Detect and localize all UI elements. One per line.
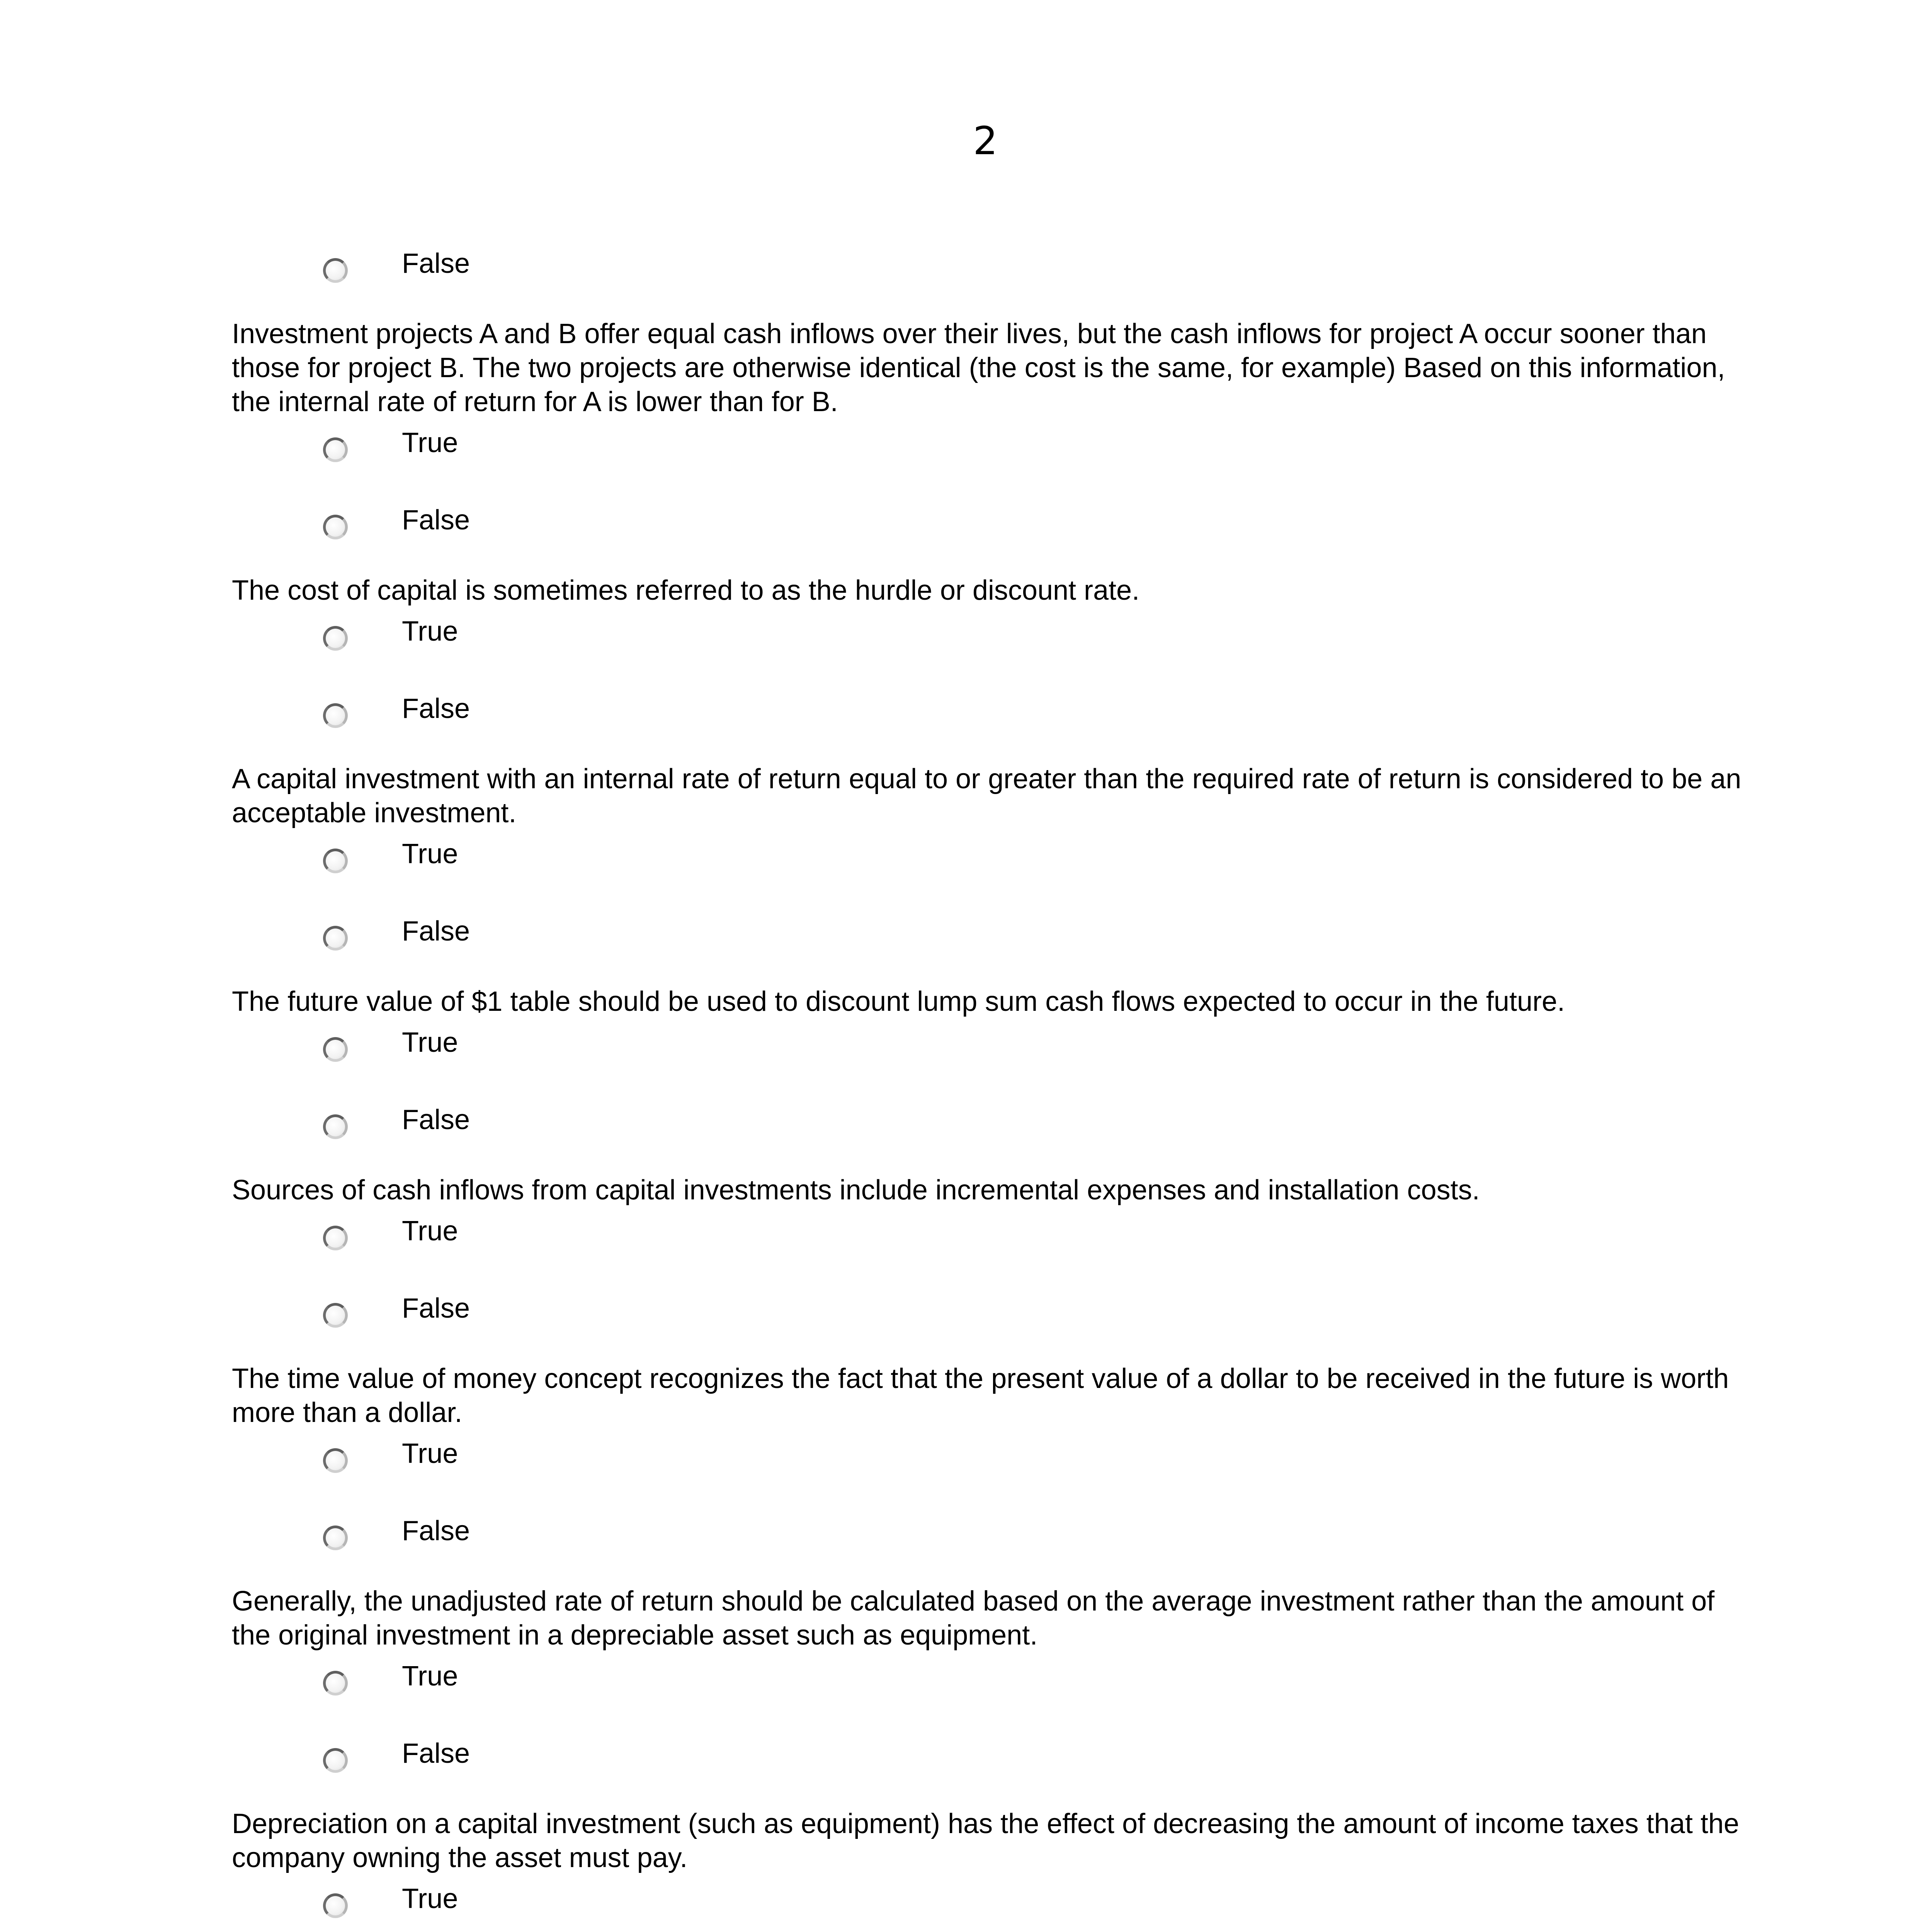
radio-button[interactable] [323,1037,348,1062]
option-label: False [402,916,470,947]
radio-button[interactable] [323,1114,348,1139]
option-label: False [402,248,470,279]
radio-button[interactable] [323,849,348,873]
question-text: Sources of cash inflows from capital investments include incremental expenses and installation costs. [232,1175,1480,1206]
option-label: False [402,1293,470,1324]
radio-option-false[interactable] [232,1096,1747,1173]
option-label: True [402,616,458,647]
radio-button[interactable] [323,1303,348,1328]
question-text: Depreciation on a capital investment (such as equipment) has the effect of decreasing the amount of income taxes that the company owning the asset must pay. [232,1808,1739,1873]
radio-button[interactable] [323,1226,348,1250]
option-label: True [402,427,458,458]
question-text: The time value of money concept recognizes the fact that the present value of a dollar to be received in the future is worth more than a dollar. [232,1363,1729,1428]
radio-button[interactable] [323,1526,348,1550]
option-label: True [402,1438,458,1469]
radio-button[interactable] [323,626,348,651]
radio-option-false[interactable] [232,1507,1747,1584]
question-text: Investment projects A and B offer equal cash inflows over their lives, but the cash inflows for project A occur sooner than those for project B. The two projects are otherwise identical (the cost is the same, for example) Based on this information, the internal rate of return for A is lower than for B. [232,318,1725,417]
option-label: True [402,1661,458,1692]
radio-button[interactable] [323,926,348,951]
radio-button[interactable] [323,703,348,728]
radio-option-true[interactable] [232,830,1747,907]
radio-button[interactable] [323,437,348,462]
option-label: False [402,1738,470,1769]
radio-option-true[interactable] [232,607,1747,685]
option-label: True [402,1216,458,1247]
option-label: False [402,1104,470,1135]
radio-button[interactable] [323,1448,348,1473]
radio-option-true[interactable] [232,1875,1747,1932]
option-label: True [402,1883,458,1914]
radio-option-false[interactable] [232,685,1747,762]
option-label: False [402,505,470,536]
option-label: False [402,1515,470,1546]
radio-button[interactable] [323,258,348,283]
radio-option-false[interactable] [232,1284,1747,1362]
radio-option-false[interactable] [232,1730,1747,1807]
radio-button[interactable] [323,1671,348,1696]
radio-option-false[interactable] [232,240,1747,317]
option-label: False [402,693,470,724]
question-text: A capital investment with an internal rate of return equal to or greater than the required rate of return is considered to be an acceptable investment. [232,764,1742,828]
radio-option-true[interactable] [232,1652,1747,1730]
radio-button[interactable] [323,515,348,539]
question-text: The future value of $1 table should be used to discount lump sum cash flows expected to occur in the future. [232,986,1565,1017]
radio-button[interactable] [323,1893,348,1918]
option-label: True [402,1027,458,1058]
question-text: Generally, the unadjusted rate of return should be calculated based on the average investment rather than the amount of the original investment in a depreciable asset such as equipment. [232,1586,1715,1651]
radio-button[interactable] [323,1748,348,1773]
radio-option-true[interactable] [232,419,1747,496]
question-text: The cost of capital is sometimes referred to as the hurdle or discount rate. [232,575,1140,606]
radio-option-true[interactable] [232,1430,1747,1507]
page-number: 2 [973,118,998,163]
radio-option-false[interactable] [232,496,1747,573]
radio-option-true[interactable] [232,1207,1747,1284]
option-label: True [402,838,458,869]
radio-option-true[interactable] [232,1019,1747,1096]
quiz-content [232,240,1747,1932]
radio-option-false[interactable] [232,907,1747,985]
